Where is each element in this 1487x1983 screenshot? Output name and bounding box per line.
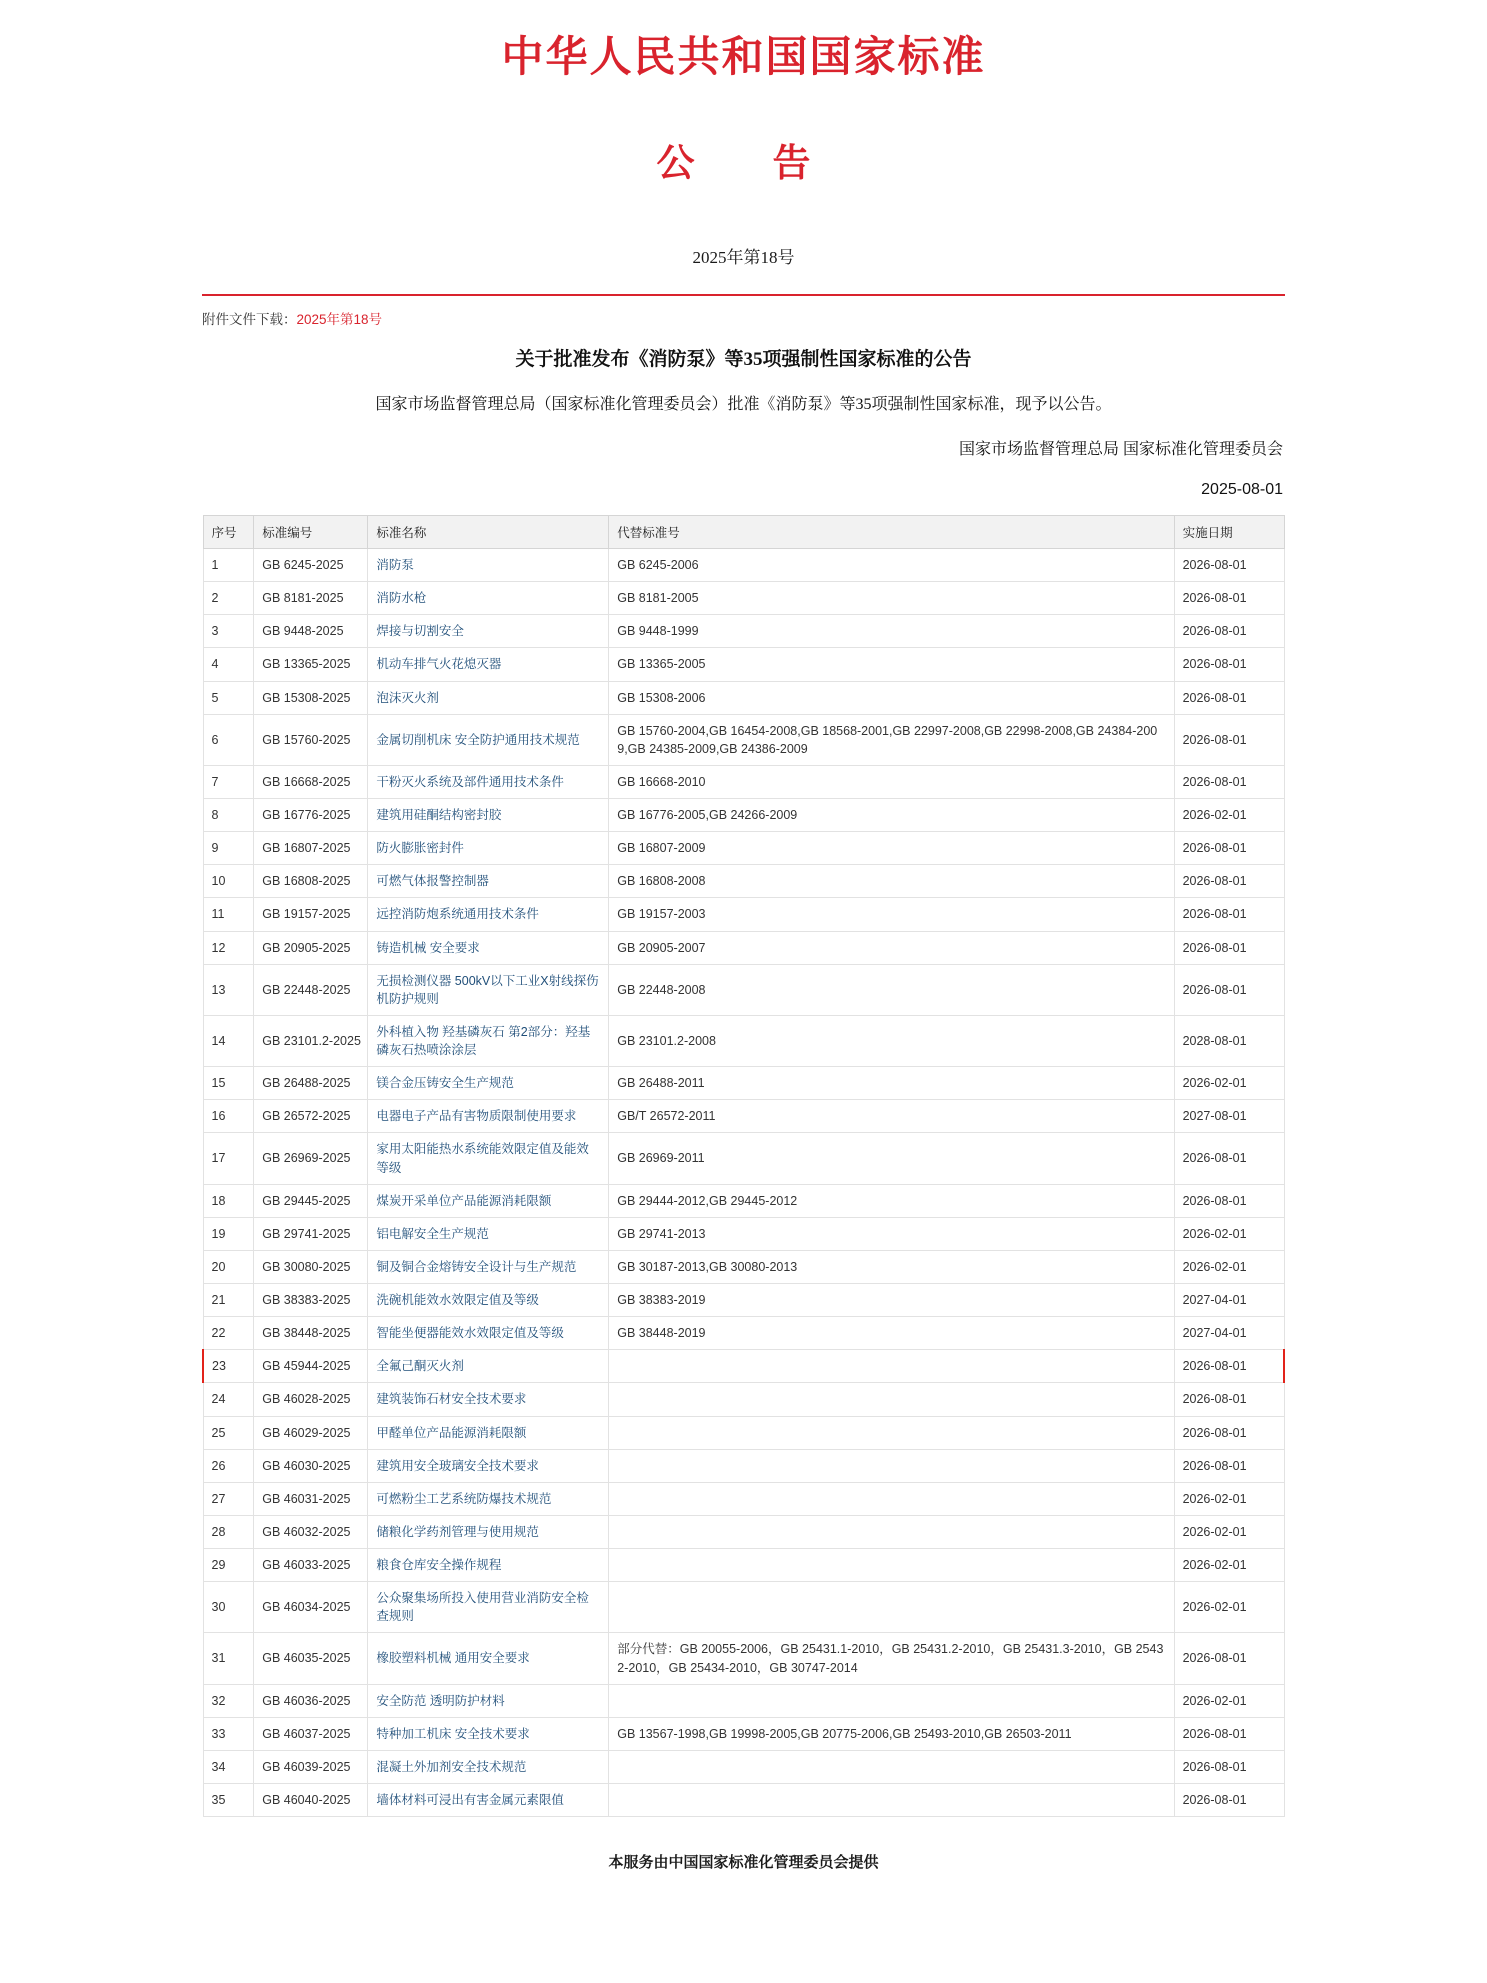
column-header-date: 实施日期 xyxy=(1174,516,1284,549)
cell-index: 35 xyxy=(203,1784,254,1817)
table-row xyxy=(203,714,1284,765)
cell-standard-code: GB 46036-2025 xyxy=(254,1684,368,1717)
cell-standard-code: GB 13365-2025 xyxy=(254,648,368,681)
cell-standard-code: GB 16807-2025 xyxy=(254,832,368,865)
table-row xyxy=(203,865,1284,898)
cell-standard-name[interactable]: 电器电子产品有害物质限制使用要求 xyxy=(368,1100,609,1133)
cell-standard-name[interactable]: 粮食仓库安全操作规程 xyxy=(368,1549,609,1582)
cell-replaced-code: GB 6245-2006 xyxy=(609,549,1174,582)
table-row xyxy=(203,931,1284,964)
column-header-replaced: 代替标准号 xyxy=(609,516,1174,549)
cell-effective-date: 2026-02-01 xyxy=(1174,1482,1284,1515)
cell-index: 1 xyxy=(203,549,254,582)
cell-effective-date: 2026-08-01 xyxy=(1174,832,1284,865)
cell-standard-code: GB 26969-2025 xyxy=(254,1133,368,1184)
cell-replaced-code: GB 38448-2019 xyxy=(609,1317,1174,1350)
table-row xyxy=(203,1350,1284,1383)
cell-standard-name[interactable]: 防火膨胀密封件 xyxy=(368,832,609,865)
announcement-body: 国家市场监督管理总局（国家标准化管理委员会）批准《消防泵》等35项强制性国家标准，现予以公告。 xyxy=(375,396,1112,413)
cell-standard-name[interactable]: 建筑装饰石材安全技术要求 xyxy=(368,1383,609,1416)
cell-standard-code: GB 46037-2025 xyxy=(254,1717,368,1750)
page-subtitle: 公 告 xyxy=(656,143,831,185)
attachment-link[interactable]: 2025年第18号 xyxy=(296,312,383,327)
table-row xyxy=(203,1633,1284,1684)
cell-standard-code: GB 16668-2025 xyxy=(254,765,368,798)
table-row xyxy=(203,1717,1284,1750)
cell-effective-date: 2026-08-01 xyxy=(1174,1350,1284,1383)
divider xyxy=(202,294,1285,296)
cell-effective-date: 2026-02-01 xyxy=(1174,1067,1284,1100)
cell-standard-name[interactable]: 智能坐便器能效水效限定值及等级 xyxy=(368,1317,609,1350)
cell-effective-date: 2026-08-01 xyxy=(1174,1449,1284,1482)
cell-replaced-code: GB 19157-2003 xyxy=(609,898,1174,931)
cell-standard-code: GB 26488-2025 xyxy=(254,1067,368,1100)
table-row xyxy=(203,549,1284,582)
cell-index: 2 xyxy=(203,582,254,615)
cell-standard-name[interactable]: 可燃气体报警控制器 xyxy=(368,865,609,898)
cell-index: 10 xyxy=(203,865,254,898)
cell-standard-name[interactable]: 洗碗机能效水效限定值及等级 xyxy=(368,1284,609,1317)
cell-replaced-code xyxy=(609,1784,1174,1817)
cell-index: 32 xyxy=(203,1684,254,1717)
cell-replaced-code xyxy=(609,1582,1174,1633)
cell-replaced-code: GB 13365-2005 xyxy=(609,648,1174,681)
cell-replaced-code: GB 23101.2-2008 xyxy=(609,1015,1174,1066)
standards-table-wrapper xyxy=(202,515,1285,1817)
table-row xyxy=(203,1515,1284,1548)
cell-index: 12 xyxy=(203,931,254,964)
standards-table xyxy=(202,515,1285,1817)
cell-replaced-code xyxy=(609,1750,1174,1783)
cell-index: 13 xyxy=(203,964,254,1015)
cell-standard-code: GB 15308-2025 xyxy=(254,681,368,714)
announcement-issuer: 国家市场监督管理总局 国家标准化管理委员会 xyxy=(958,441,1283,458)
cell-standard-name[interactable]: 机动车排气火花熄灭器 xyxy=(368,648,609,681)
table-row xyxy=(203,1482,1284,1515)
cell-replaced-code xyxy=(609,1684,1174,1717)
cell-standard-name[interactable]: 公众聚集场所投入使用营业消防安全检查规则 xyxy=(368,1582,609,1633)
cell-index: 31 xyxy=(203,1633,254,1684)
cell-standard-name[interactable]: 储粮化学药剂管理与使用规范 xyxy=(368,1515,609,1548)
cell-replaced-code xyxy=(609,1416,1174,1449)
cell-index: 22 xyxy=(203,1317,254,1350)
cell-standard-name[interactable]: 橡胶塑料机械 通用安全要求 xyxy=(368,1633,609,1684)
cell-effective-date: 2026-02-01 xyxy=(1174,1250,1284,1283)
cell-effective-date: 2026-08-01 xyxy=(1174,1416,1284,1449)
cell-standard-name[interactable]: 建筑用硅酮结构密封胶 xyxy=(368,799,609,832)
table-row xyxy=(203,1133,1284,1184)
cell-index: 34 xyxy=(203,1750,254,1783)
announcement-date: 2025-08-01 xyxy=(1201,481,1283,498)
table-row xyxy=(203,1784,1284,1817)
cell-standard-code: GB 6245-2025 xyxy=(254,549,368,582)
cell-standard-code: GB 9448-2025 xyxy=(254,615,368,648)
attachment-label: 附件文件下载： xyxy=(202,312,297,327)
cell-index: 26 xyxy=(203,1449,254,1482)
cell-index: 33 xyxy=(203,1717,254,1750)
cell-effective-date: 2026-08-01 xyxy=(1174,765,1284,798)
cell-standard-code: GB 8181-2025 xyxy=(254,582,368,615)
table-row xyxy=(203,1217,1284,1250)
cell-standard-name[interactable]: 甲醛单位产品能源消耗限额 xyxy=(368,1416,609,1449)
table-header-row xyxy=(203,516,1284,549)
table-row xyxy=(203,1549,1284,1582)
cell-standard-code: GB 46033-2025 xyxy=(254,1549,368,1582)
cell-replaced-code: GB 16668-2010 xyxy=(609,765,1174,798)
cell-standard-code: GB 46035-2025 xyxy=(254,1633,368,1684)
cell-index: 17 xyxy=(203,1133,254,1184)
table-row xyxy=(203,1015,1284,1066)
cell-replaced-code: GB 13567-1998,GB 19998-2005,GB 20775-2006,GB 25493-2010,GB 26503-2011 xyxy=(609,1717,1174,1750)
cell-index: 29 xyxy=(203,1549,254,1582)
cell-standard-code: GB 15760-2025 xyxy=(254,714,368,765)
table-row xyxy=(203,1750,1284,1783)
cell-replaced-code: GB 29741-2013 xyxy=(609,1217,1174,1250)
cell-effective-date: 2026-08-01 xyxy=(1174,1383,1284,1416)
cell-standard-code: GB 38448-2025 xyxy=(254,1317,368,1350)
cell-replaced-code: GB 15760-2004,GB 16454-2008,GB 18568-2001,GB 22997-2008,GB 22998-2008,GB 24384-2009,GB 24385-2009,GB 24386-2009 xyxy=(609,714,1174,765)
cell-effective-date: 2026-08-01 xyxy=(1174,898,1284,931)
cell-effective-date: 2026-08-01 xyxy=(1174,1750,1284,1783)
cell-standard-code: GB 46031-2025 xyxy=(254,1482,368,1515)
cell-replaced-code: GB 16776-2005,GB 24266-2009 xyxy=(609,799,1174,832)
cell-standard-name[interactable]: 特种加工机床 安全技术要求 xyxy=(368,1717,609,1750)
table-row xyxy=(203,1284,1284,1317)
cell-effective-date: 2027-04-01 xyxy=(1174,1317,1284,1350)
cell-index: 15 xyxy=(203,1067,254,1100)
cell-index: 8 xyxy=(203,799,254,832)
column-header-name: 标准名称 xyxy=(368,516,609,549)
cell-standard-code: GB 45944-2025 xyxy=(254,1350,368,1383)
footer-note: 本服务由中国国家标准化管理委员会提供 xyxy=(608,1854,879,1872)
cell-standard-name[interactable]: 煤炭开采单位产品能源消耗限额 xyxy=(368,1184,609,1217)
cell-index: 21 xyxy=(203,1284,254,1317)
attachment-download xyxy=(202,308,1285,328)
cell-effective-date: 2026-02-01 xyxy=(1174,1549,1284,1582)
cell-standard-code: GB 22448-2025 xyxy=(254,964,368,1015)
cell-index: 5 xyxy=(203,681,254,714)
table-row xyxy=(203,1250,1284,1283)
cell-standard-name[interactable]: 铜及铜合金熔铸安全设计与生产规范 xyxy=(368,1250,609,1283)
cell-standard-name[interactable]: 外科植入物 羟基磷灰石 第2部分：羟基磷灰石热喷涂涂层 xyxy=(368,1015,609,1066)
cell-replaced-code: GB/T 26572-2011 xyxy=(609,1100,1174,1133)
cell-effective-date: 2026-08-01 xyxy=(1174,964,1284,1015)
cell-standard-name[interactable]: 家用太阳能热水系统能效限定值及能效等级 xyxy=(368,1133,609,1184)
cell-replaced-code xyxy=(609,1350,1174,1383)
cell-replaced-code: 部分代替：GB 20055-2006，GB 25431.1-2010，GB 25431.2-2010，GB 25431.3-2010，GB 25432-2010，GB 25434-2010，GB 30747-2014 xyxy=(609,1633,1174,1684)
cell-replaced-code xyxy=(609,1515,1174,1548)
cell-standard-name[interactable]: 墙体材料可浸出有害金属元素限值 xyxy=(368,1784,609,1817)
cell-standard-name[interactable]: 远控消防炮系统通用技术条件 xyxy=(368,898,609,931)
cell-index: 28 xyxy=(203,1515,254,1548)
cell-replaced-code: GB 16807-2009 xyxy=(609,832,1174,865)
cell-effective-date: 2026-08-01 xyxy=(1174,931,1284,964)
cell-index: 27 xyxy=(203,1482,254,1515)
column-header-code: 标准编号 xyxy=(254,516,368,549)
cell-standard-name[interactable]: 金属切削机床 安全防护通用技术规范 xyxy=(368,714,609,765)
table-row xyxy=(203,1383,1284,1416)
cell-effective-date: 2026-08-01 xyxy=(1174,648,1284,681)
cell-standard-code: GB 30080-2025 xyxy=(254,1250,368,1283)
cell-effective-date: 2026-02-01 xyxy=(1174,1582,1284,1633)
cell-standard-code: GB 26572-2025 xyxy=(254,1100,368,1133)
cell-effective-date: 2026-08-01 xyxy=(1174,615,1284,648)
table-row xyxy=(203,681,1284,714)
table-row xyxy=(203,1184,1284,1217)
cell-standard-name[interactable]: 镁合金压铸安全生产规范 xyxy=(368,1067,609,1100)
cell-standard-code: GB 16808-2025 xyxy=(254,865,368,898)
cell-standard-code: GB 46030-2025 xyxy=(254,1449,368,1482)
table-row xyxy=(203,615,1284,648)
cell-index: 25 xyxy=(203,1416,254,1449)
cell-replaced-code xyxy=(609,1482,1174,1515)
table-row xyxy=(203,964,1284,1015)
cell-effective-date: 2026-02-01 xyxy=(1174,1684,1284,1717)
cell-effective-date: 2026-08-01 xyxy=(1174,714,1284,765)
cell-standard-code: GB 46039-2025 xyxy=(254,1750,368,1783)
cell-effective-date: 2026-02-01 xyxy=(1174,1515,1284,1548)
cell-index: 4 xyxy=(203,648,254,681)
cell-effective-date: 2028-08-01 xyxy=(1174,1015,1284,1066)
table-row xyxy=(203,1582,1284,1633)
cell-replaced-code: GB 22448-2008 xyxy=(609,964,1174,1015)
cell-standard-name[interactable]: 铝电解安全生产规范 xyxy=(368,1217,609,1250)
cell-index: 30 xyxy=(203,1582,254,1633)
cell-standard-name[interactable]: 无损检测仪器 500kV以下工业X射线探伤机防护规则 xyxy=(368,964,609,1015)
cell-index: 14 xyxy=(203,1015,254,1066)
cell-standard-code: GB 19157-2025 xyxy=(254,898,368,931)
table-row xyxy=(203,1684,1284,1717)
cell-replaced-code: GB 16808-2008 xyxy=(609,865,1174,898)
cell-standard-name[interactable]: 建筑用安全玻璃安全技术要求 xyxy=(368,1449,609,1482)
table-row xyxy=(203,832,1284,865)
cell-replaced-code: GB 26969-2011 xyxy=(609,1133,1174,1184)
cell-replaced-code xyxy=(609,1449,1174,1482)
table-row xyxy=(203,1416,1284,1449)
cell-replaced-code: GB 20905-2007 xyxy=(609,931,1174,964)
cell-standard-name[interactable]: 安全防范 透明防护材料 xyxy=(368,1684,609,1717)
cell-index: 9 xyxy=(203,832,254,865)
cell-replaced-code: GB 9448-1999 xyxy=(609,615,1174,648)
cell-standard-code: GB 29741-2025 xyxy=(254,1217,368,1250)
table-row xyxy=(203,582,1284,615)
cell-standard-name[interactable]: 可燃粉尘工艺系统防爆技术规范 xyxy=(368,1482,609,1515)
cell-effective-date: 2026-08-01 xyxy=(1174,865,1284,898)
cell-standard-name[interactable]: 混凝土外加剂安全技术规范 xyxy=(368,1750,609,1783)
cell-standard-code: GB 46040-2025 xyxy=(254,1784,368,1817)
cell-effective-date: 2026-08-01 xyxy=(1174,1184,1284,1217)
table-row xyxy=(203,1067,1284,1100)
table-row xyxy=(203,765,1284,798)
table-row xyxy=(203,1100,1284,1133)
cell-index: 19 xyxy=(203,1217,254,1250)
cell-replaced-code: GB 38383-2019 xyxy=(609,1284,1174,1317)
cell-standard-name[interactable]: 消防水枪 xyxy=(368,582,609,615)
announcement-title: 关于批准发布《消防泵》等35项强制性国家标准的公告 xyxy=(515,349,972,370)
cell-effective-date: 2027-04-01 xyxy=(1174,1284,1284,1317)
cell-effective-date: 2026-08-01 xyxy=(1174,1717,1284,1750)
page-title: 中华人民共和国国家标准 xyxy=(501,35,986,81)
table-row xyxy=(203,1317,1284,1350)
cell-standard-code: GB 23101.2-2025 xyxy=(254,1015,368,1066)
table-row xyxy=(203,648,1284,681)
cell-standard-name[interactable]: 全氟己酮灭火剂 xyxy=(368,1350,609,1383)
cell-replaced-code: GB 29444-2012,GB 29445-2012 xyxy=(609,1184,1174,1217)
cell-effective-date: 2026-02-01 xyxy=(1174,799,1284,832)
cell-index: 3 xyxy=(203,615,254,648)
cell-index: 20 xyxy=(203,1250,254,1283)
cell-replaced-code: GB 8181-2005 xyxy=(609,582,1174,615)
cell-index: 23 xyxy=(203,1350,254,1383)
cell-effective-date: 2027-08-01 xyxy=(1174,1100,1284,1133)
cell-standard-code: GB 20905-2025 xyxy=(254,931,368,964)
cell-effective-date: 2026-08-01 xyxy=(1174,681,1284,714)
cell-standard-code: GB 16776-2025 xyxy=(254,799,368,832)
cell-effective-date: 2026-08-01 xyxy=(1174,549,1284,582)
table-header xyxy=(203,516,1284,549)
cell-index: 24 xyxy=(203,1383,254,1416)
cell-effective-date: 2026-08-01 xyxy=(1174,1784,1284,1817)
cell-standard-name[interactable]: 泡沫灭火剂 xyxy=(368,681,609,714)
table-row xyxy=(203,898,1284,931)
cell-standard-name[interactable]: 铸造机械 安全要求 xyxy=(368,931,609,964)
cell-effective-date: 2026-08-01 xyxy=(1174,1633,1284,1684)
cell-index: 18 xyxy=(203,1184,254,1217)
announcement-number: 2025年第18号 xyxy=(692,248,795,267)
cell-effective-date: 2026-08-01 xyxy=(1174,1133,1284,1184)
cell-standard-code: GB 38383-2025 xyxy=(254,1284,368,1317)
cell-replaced-code: GB 30187-2013,GB 30080-2013 xyxy=(609,1250,1174,1283)
cell-index: 6 xyxy=(203,714,254,765)
cell-standard-code: GB 29445-2025 xyxy=(254,1184,368,1217)
cell-replaced-code xyxy=(609,1383,1174,1416)
cell-index: 7 xyxy=(203,765,254,798)
cell-standard-name[interactable]: 焊接与切割安全 xyxy=(368,615,609,648)
cell-standard-name[interactable]: 干粉灭火系统及部件通用技术条件 xyxy=(368,765,609,798)
column-header-index: 序号 xyxy=(203,516,254,549)
cell-standard-code: GB 46028-2025 xyxy=(254,1383,368,1416)
cell-replaced-code: GB 26488-2011 xyxy=(609,1067,1174,1100)
cell-effective-date: 2026-08-01 xyxy=(1174,582,1284,615)
cell-replaced-code: GB 15308-2006 xyxy=(609,681,1174,714)
cell-standard-code: GB 46032-2025 xyxy=(254,1515,368,1548)
cell-index: 11 xyxy=(203,898,254,931)
cell-effective-date: 2026-02-01 xyxy=(1174,1217,1284,1250)
table-row xyxy=(203,1449,1284,1482)
cell-index: 16 xyxy=(203,1100,254,1133)
cell-replaced-code xyxy=(609,1549,1174,1582)
table-row xyxy=(203,799,1284,832)
cell-standard-code: GB 46029-2025 xyxy=(254,1416,368,1449)
cell-standard-name[interactable]: 消防泵 xyxy=(368,549,609,582)
cell-standard-code: GB 46034-2025 xyxy=(254,1582,368,1633)
table-body xyxy=(203,549,1284,1817)
